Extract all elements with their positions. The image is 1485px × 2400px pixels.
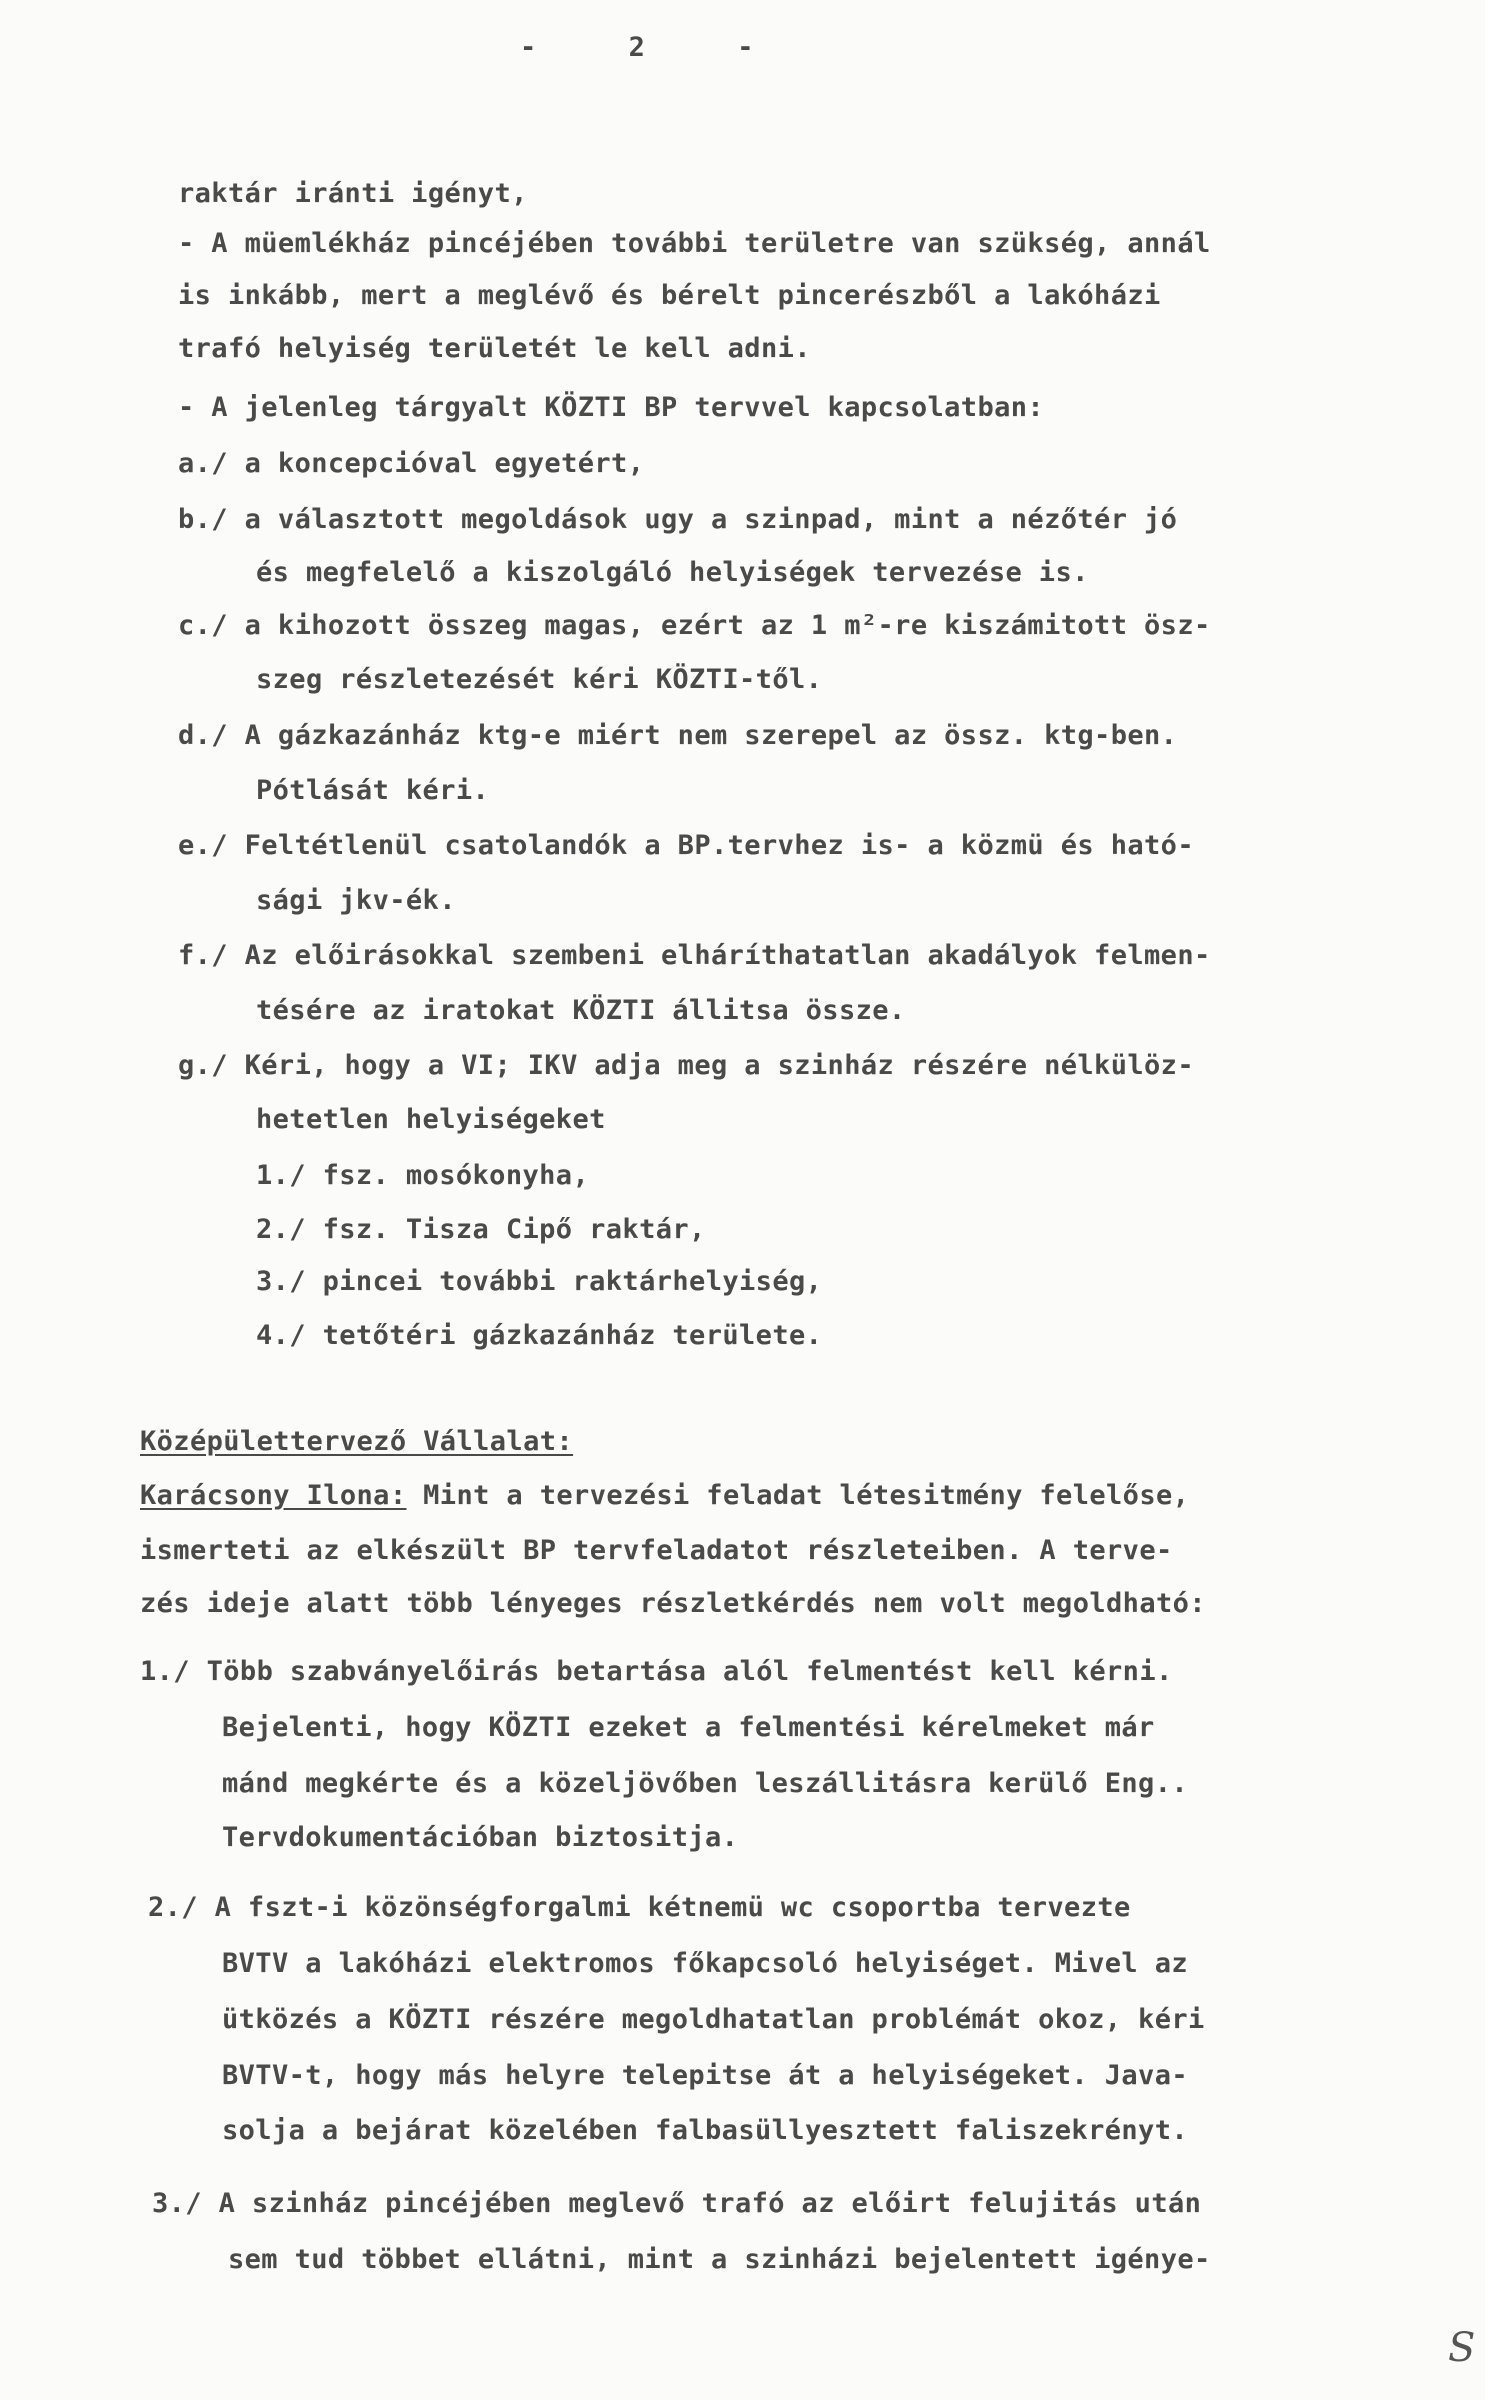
list-item-e: e./ Feltétlenül csatolandók a BP.tervhez is- a közmü és ható- <box>178 830 1194 861</box>
sub-item-1: 1./ fsz. mosókonyha, <box>256 1160 590 1191</box>
text-line: sem tud többet ellátni, mint a szinházi bejelentett igénye- <box>228 2244 1211 2275</box>
text-line: és megfelelő a kiszolgáló helyiségek tervezése is. <box>256 557 1089 588</box>
list-item-c: c./ a kihozott összeg magas, ezért az 1 m²-re kiszámitott ösz- <box>178 610 1211 641</box>
list-item-f: f./ Az előirásokkal szembeni elháríthatatlan akadályok felmen- <box>178 940 1211 971</box>
speaker-line <box>140 1480 1189 1512</box>
list-item-b: b./ a választott megoldások ugy a szinpad, mint a nézőtér jó <box>178 504 1178 535</box>
text-line: hetetlen helyiségeket <box>256 1104 606 1135</box>
text-line: BVTV-t, hogy más helyre telepitse át a helyiségeket. Java- <box>222 2060 1189 2091</box>
sub-item-2: 2./ fsz. Tisza Cipő raktár, <box>256 1214 706 1245</box>
text-line: trafó helyiség területét le kell adni. <box>178 333 811 364</box>
text-line: zés ideje alatt több lényeges részletkérdés nem volt megoldható: <box>140 1588 1206 1619</box>
text-line: BVTV a lakóházi elektromos főkapcsoló helyiséget. Mivel az <box>222 1948 1189 1979</box>
text-line: ütközés a KÖZTI részére megoldhatatlan problémát okoz, kéri <box>222 2004 1205 2035</box>
text-line: Tervdokumentációban biztositja. <box>222 1822 739 1853</box>
text-line: mánd megkérte és a közeljövőben leszállitásra kerülő Eng.. <box>222 1768 1189 1799</box>
speaker-name: Karácsony Ilona: <box>140 1480 407 1511</box>
speaker-intro: Mint a tervezési feladat létesitmény felelőse, <box>406 1480 1190 1511</box>
section-heading: Középülettervező Vállalat: <box>140 1426 574 1457</box>
numbered-item-1: 1./ Több szabványelőirás betartása alól felmentést kell kérni. <box>140 1656 1173 1687</box>
text-line: Pótlását kéri. <box>256 775 490 806</box>
text-line: Bejelenti, hogy KÖZTI ezeket a felmentési kérelmeket már <box>222 1712 1155 1743</box>
text-line: raktár iránti igényt, <box>178 178 528 209</box>
list-item-g: g./ Kéri, hogy a VI; IKV adja meg a szinház részére nélkülöz- <box>178 1050 1194 1081</box>
text-line: is inkább, mert a meglévő és bérelt pincerészből a lakóházi <box>178 280 1161 311</box>
sub-item-4: 4./ tetőtéri gázkazánház területe. <box>256 1320 823 1351</box>
sub-item-3: 3./ pincei további raktárhelyiség, <box>256 1266 823 1297</box>
text-line: tésére az iratokat KÖZTI állitsa össze. <box>256 995 906 1026</box>
corner-mark: S <box>1448 2325 1476 2371</box>
text-line: - A müemlékház pincéjében további területre van szükség, annál <box>178 228 1211 259</box>
text-line: solja a bejárat közelében falbasüllyesztett faliszekrényt. <box>222 2115 1189 2146</box>
list-item-a: a./ a koncepcióval egyetért, <box>178 448 645 479</box>
page-number: - 2 - <box>520 32 754 63</box>
list-item-d: d./ A gázkazánház ktg-e miért nem szerepel az össz. ktg-ben. <box>178 720 1178 751</box>
text-line: sági jkv-ék. <box>256 885 456 916</box>
text-line: szeg részletezését kéri KÖZTI-től. <box>256 664 823 695</box>
text-line: ismerteti az elkészült BP tervfeladatot részleteiben. A terve- <box>140 1535 1173 1566</box>
text-line: - A jelenleg tárgyalt KÖZTI BP tervvel kapcsolatban: <box>178 392 1045 423</box>
numbered-item-3: 3./ A szinház pincéjében meglevő trafó az előirt felujitás után <box>152 2188 1202 2219</box>
numbered-item-2: 2./ A fszt-i közönségforgalmi kétnemü wc csoportba tervezte <box>148 1892 1131 1923</box>
